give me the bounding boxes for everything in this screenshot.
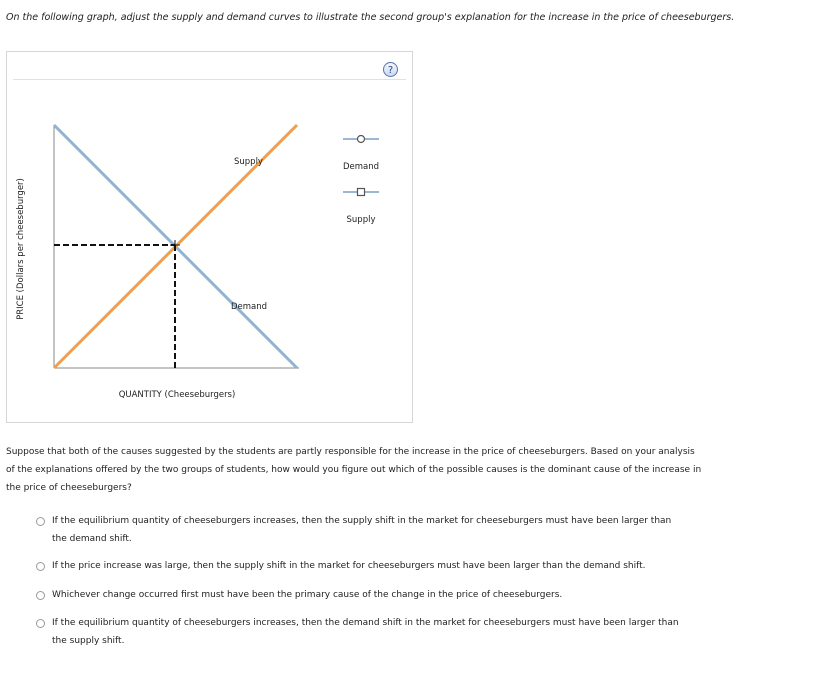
radio-button[interactable] (36, 591, 45, 600)
y-axis-label: PRICE (Dollars per cheeseburger) (16, 178, 26, 320)
supply-curve-label: Supply (234, 157, 263, 167)
instruction-text: On the following graph, adjust the supply and demand curves to illustrate the second group's explanation for the increase in the price of cheeseburgers. (6, 12, 735, 23)
demand-curve-label: Demand (231, 302, 268, 312)
square-marker-icon (358, 189, 365, 196)
help-button[interactable]: ? (383, 62, 398, 77)
option-4-text: If the equilibrium quantity of cheeseburgers increases, then the demand shift in the market for cheeseburgers must have been larger than the supply shift. (52, 618, 679, 646)
radio-button[interactable] (36, 562, 45, 571)
graph-canvas (7, 52, 414, 424)
palette-supply-tool[interactable] (343, 189, 379, 226)
palette-demand-tool[interactable] (343, 136, 379, 173)
question-text: Suppose that both of the causes suggested by the students are partly responsible for the increase in the price of cheeseburgers. Based on your analysis of the explanations offered by the two groups of students, how would you figure out which of the possible causes is the dominant cause of the increase in the price of cheeseburgers? (6, 447, 702, 493)
option-2-text: If the price increase was large, then the supply shift in the market for cheeseburgers must have been larger than the demand shift. (52, 561, 646, 571)
radio-button[interactable] (36, 517, 45, 526)
palette-supply-label: Supply (346, 215, 376, 225)
graph-panel (6, 51, 413, 423)
x-axis-label: QUANTITY (Cheeseburgers) (118, 390, 236, 400)
palette-demand-label: Demand (342, 162, 380, 172)
radio-button[interactable] (36, 619, 45, 628)
option-3-text: Whichever change occurred first must have been the primary cause of the change in the price of cheeseburgers. (52, 590, 563, 600)
circle-marker-icon (358, 136, 365, 143)
option-1-text: If the equilibrium quantity of cheeseburgers increases, then the supply shift in the market for cheeseburgers must have been larger than the demand shift. (52, 516, 672, 544)
